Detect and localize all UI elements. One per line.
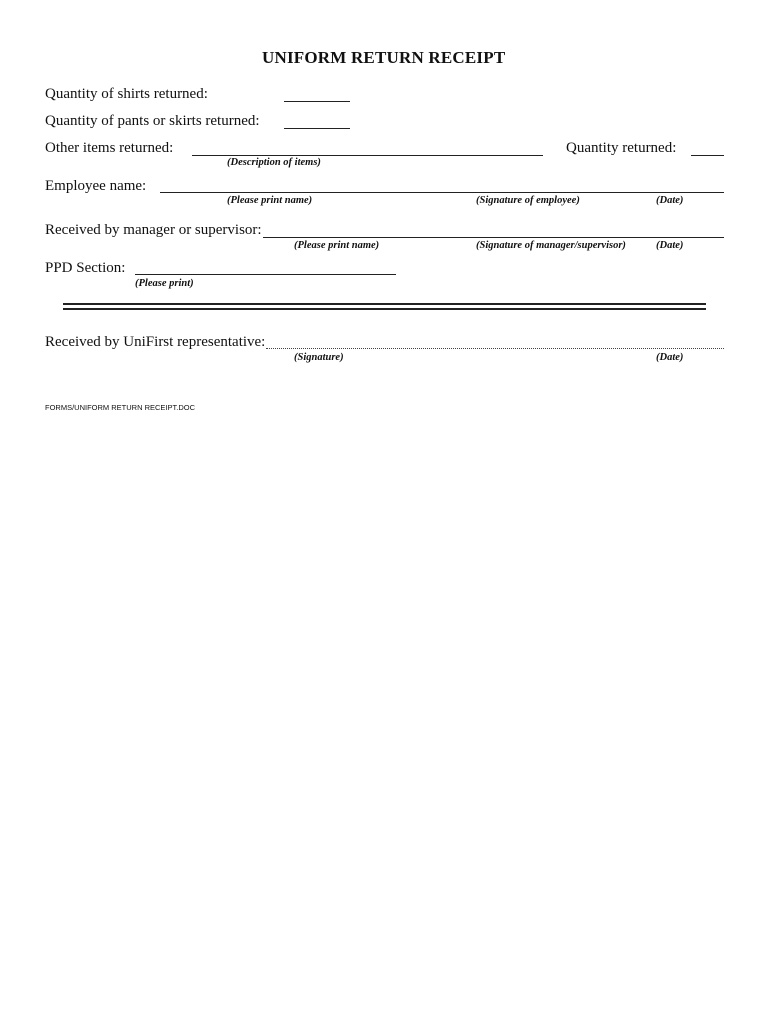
manager-signature-caption: (Signature of manager/supervisor) bbox=[476, 240, 626, 251]
employee-input-line[interactable] bbox=[160, 192, 724, 193]
shirts-input-line[interactable] bbox=[284, 101, 350, 102]
quantity-returned-label: Quantity returned: bbox=[566, 140, 677, 156]
ppd-section-caption: (Please print) bbox=[135, 278, 194, 289]
ppd-section-input-line[interactable] bbox=[135, 274, 396, 275]
unifirst-representative-label: Received by UniFirst representative: bbox=[45, 334, 266, 350]
pants-label: Quantity of pants or skirts returned: bbox=[45, 113, 260, 129]
unifirst-date-caption: (Date) bbox=[656, 352, 684, 363]
employee-signature-caption: (Signature of employee) bbox=[476, 195, 580, 206]
pants-input-line[interactable] bbox=[284, 128, 350, 129]
unifirst-signature-caption: (Signature) bbox=[294, 352, 344, 363]
unifirst-signature-line[interactable] bbox=[266, 348, 724, 349]
manager-date-caption: (Date) bbox=[656, 240, 684, 251]
other-items-input-line[interactable] bbox=[192, 155, 543, 156]
other-items-caption: (Description of items) bbox=[227, 157, 321, 168]
quantity-returned-input-line[interactable] bbox=[691, 155, 724, 156]
section-divider-bottom bbox=[63, 308, 706, 310]
employee-print-caption: (Please print name) bbox=[227, 195, 313, 206]
employee-name-label: Employee name: bbox=[45, 178, 147, 194]
form-title: UNIFORM RETURN RECEIPT bbox=[262, 48, 506, 67]
ppd-section-label: PPD Section: bbox=[45, 260, 126, 276]
shirts-label: Quantity of shirts returned: bbox=[45, 86, 208, 102]
manager-input-line[interactable] bbox=[263, 237, 724, 238]
manager-print-caption: (Please print name) bbox=[294, 240, 380, 251]
manager-label: Received by manager or supervisor: bbox=[45, 222, 262, 238]
employee-date-caption: (Date) bbox=[656, 195, 684, 206]
document-filename: FORMS/UNIFORM RETURN RECEIPT.DOC bbox=[45, 403, 195, 412]
other-items-label: Other items returned: bbox=[45, 140, 174, 156]
section-divider-top bbox=[63, 303, 706, 305]
